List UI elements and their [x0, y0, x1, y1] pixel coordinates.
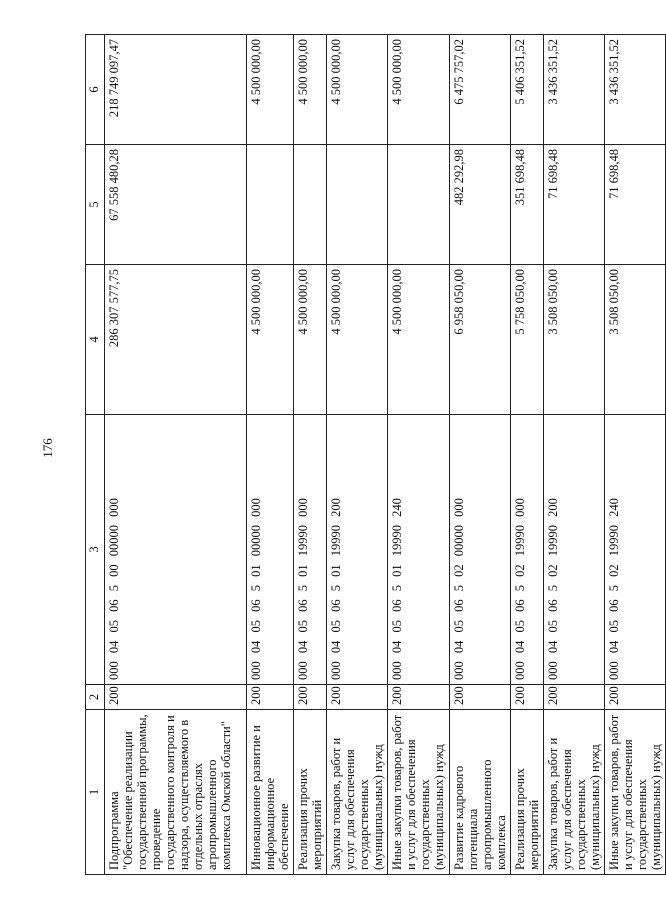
row-name: Закупка товаров, работ и услуг для обеспечения государственных (муниципальных) нужд: [544, 710, 605, 875]
row-col4: 3 508 050,00: [544, 265, 605, 415]
row-code: 000 04 05 06 5 01 19990 200: [327, 415, 388, 685]
row-name: Подпрограмма "Обеспечение реализации государственной программы, проведение государственного контроля и надзора, осуществляемого в отдельных отраслях агропромышленного комплекса Омской области": [105, 710, 247, 875]
row-code: 000 04 05 06 5 01 19990 240: [388, 415, 450, 685]
page-number: 176: [39, 438, 55, 458]
row-col4: 5 758 050,00: [511, 265, 544, 415]
row-col2: 200: [605, 685, 666, 710]
row-name: Иные закупки товаров, работ и услуг для обеспечения государственных (муниципальных) нужд: [388, 710, 450, 875]
header-col-5: 5: [86, 145, 105, 265]
row-col2: 200: [450, 685, 511, 710]
row-col2: 200: [544, 685, 605, 710]
header-col-4: 4: [86, 265, 105, 415]
table-row: [450, 35, 511, 875]
table-row: [105, 35, 247, 875]
table-row: [544, 35, 605, 875]
row-name: Развитие кадрового потенциала агропромышленного комплекса: [450, 710, 511, 875]
header-col-3: 3: [86, 415, 105, 685]
row-code: 000 04 05 06 5 02 19990 000: [511, 415, 544, 685]
row-name: Инновационное развитие и информационное обеспечение: [247, 710, 294, 875]
row-name: Иные закупки товаров, работ и услуг для обеспечения государственных (муниципальных) нужд: [605, 710, 666, 875]
row-col2: 200: [105, 685, 247, 710]
rotated-table-wrapper: [85, 35, 663, 875]
header-col-6: 6: [86, 35, 105, 145]
row-code: 000 04 05 06 5 00 00000 000: [105, 415, 247, 685]
row-col6: 4 500 000,00: [294, 35, 327, 145]
header-col-1: 1: [86, 710, 105, 875]
row-col5: [327, 145, 388, 265]
row-code: 000 04 05 06 5 01 00000 000: [247, 415, 294, 685]
row-col5: 351 698,48: [511, 145, 544, 265]
row-col5: 67 558 480,28: [105, 145, 247, 265]
table-row: [327, 35, 388, 875]
table-row: [511, 35, 544, 875]
row-name: Реализация прочих мероприятий: [294, 710, 327, 875]
table-row: [294, 35, 327, 875]
table-row: [605, 35, 666, 875]
row-col6: 4 500 000,00: [247, 35, 294, 145]
row-col4: 4 500 000,00: [388, 265, 450, 415]
row-col6: 3 436 351,52: [544, 35, 605, 145]
row-col5: [294, 145, 327, 265]
rotated-table-content: [85, 35, 663, 875]
row-col5: 482 292,98: [450, 145, 511, 265]
row-code: 000 04 05 06 5 02 00000 000: [450, 415, 511, 685]
row-col4: 3 508 050,00: [605, 265, 666, 415]
row-col2: 200: [294, 685, 327, 710]
row-col4: 4 500 000,00: [294, 265, 327, 415]
row-name: Закупка товаров, работ и услуг для обеспечения государственных (муниципальных) нужд: [327, 710, 388, 875]
budget-table: [85, 34, 666, 875]
row-col4: 4 500 000,00: [247, 265, 294, 415]
row-col2: 200: [511, 685, 544, 710]
row-col2: 200: [327, 685, 388, 710]
header-row: [86, 35, 105, 875]
row-col6: 4 500 000,00: [388, 35, 450, 145]
row-col6: 4 500 000,00: [327, 35, 388, 145]
row-col5: [388, 145, 450, 265]
row-col4: 286 307 577,75: [105, 265, 247, 415]
row-col5: 71 698,48: [544, 145, 605, 265]
row-col5: [247, 145, 294, 265]
row-code: 000 04 05 06 5 02 19990 240: [605, 415, 666, 685]
table-row: [388, 35, 450, 875]
row-col6: 218 749 097,47: [105, 35, 247, 145]
row-col6: 3 436 351,52: [605, 35, 666, 145]
row-code: 000 04 05 06 5 02 19990 200: [544, 415, 605, 685]
row-col4: 6 958 050,00: [450, 265, 511, 415]
row-col4: 4 500 000,00: [327, 265, 388, 415]
row-col5: 71 698,48: [605, 145, 666, 265]
header-col-2: 2: [86, 685, 105, 710]
row-col2: 200: [388, 685, 450, 710]
row-col2: 200: [247, 685, 294, 710]
row-code: 000 04 05 06 5 01 19990 000: [294, 415, 327, 685]
row-col6: 5 406 351,52: [511, 35, 544, 145]
row-name: Реализация прочих мероприятий: [511, 710, 544, 875]
table-row: [247, 35, 294, 875]
row-col6: 6 475 757,02: [450, 35, 511, 145]
